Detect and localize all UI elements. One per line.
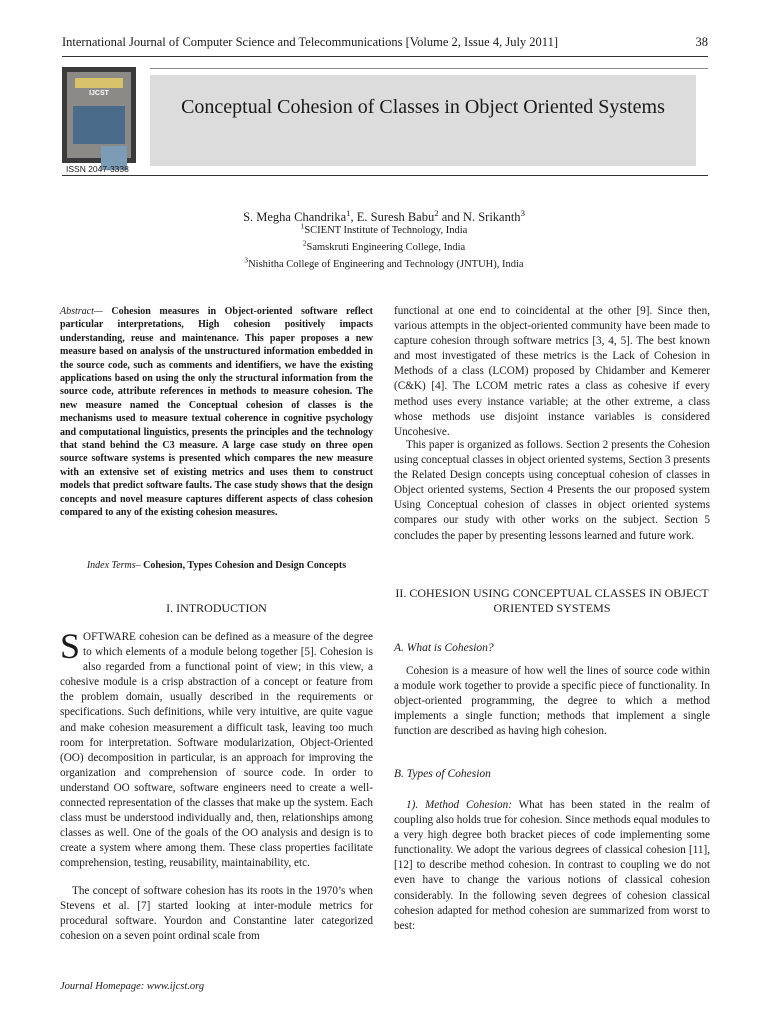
- affiliation-2-mark: 2: [302, 238, 307, 248]
- affiliation-3: [60, 255, 708, 271]
- footer: [60, 981, 204, 992]
- header-rule: [62, 56, 708, 57]
- author-3-mark: 3: [520, 207, 525, 218]
- cover-logo: IJCST: [89, 90, 109, 97]
- affiliation-3-text: Nishitha College of Engineering and Technology (JNTUH), India: [248, 259, 524, 270]
- journal-cover-image: [62, 67, 136, 163]
- paper-title: Conceptual Cohesion of Classes in Object Oriented Systems: [181, 96, 665, 118]
- affiliation-2-text: Samskruti Engineering College, India: [306, 242, 466, 253]
- subsection-types-of-cohesion: B. Types of Cohesion: [394, 768, 491, 780]
- affiliation-3-mark: 3: [244, 255, 249, 265]
- affiliation-1: [60, 221, 708, 237]
- intro-paragraph-2: The concept of software cohesion has its roots in the 1970’s when Stevens et al. [7] started looking at inter-module metrics for procedural software. Yourdon and Constantine later categorized cohesion on a seven point ordinal scale from: [60, 885, 373, 943]
- cover-photo: [73, 106, 125, 144]
- paragraph-method-cohesion: [394, 798, 710, 934]
- abstract-text: Cohesion measures in Object-oriented software reflect particular interpretations, High cohesion positively impacts understanding, reuse and maintenance. This paper proposes a new measure based on analysis of the unstructured information embedded in the source code, such as comments and identifiers, we have the existing applications based on using the only the structural information from the source code, attribute references in methods to measure cohesion. The new measure named the Conceptual cohesion of classes is the mechanisms used to measure textual coherence in cognitive psychology and computational linguistics, presents the principles and the technology that stand behind the C3 measure. A large case study on three open source software systems is presented which compares the new measure with an extensive set of existing metrics and uses them to construct models that predict software faults. The case study shows that the design concepts and novel measure captures different aspects of class cohesion compared to any of the existing cohesion measures.: [60, 306, 373, 519]
- section-heading-cohesion: II. COHESION USING CONCEPTUAL CLASSES IN OBJECT ORIENTED SYSTEMS: [395, 586, 709, 615]
- title-banner: [150, 75, 696, 166]
- method-cohesion-text: What has been stated in the realm of coupling also holds true for cohesion. Since methods equal modules to a very high degree both bracket pieces of code implementing some functionality. We adopt the various degrees of classical cohesion [11], [12] to describe method cohesion. In contrast to coupling we do not even have to change the various notions of classical cohesion considerably. In the following seven degrees of cohesion classical cohesion adapted for method cohesion are summarized from worst to best:: [394, 799, 711, 932]
- affiliation-1-mark: 1: [300, 221, 305, 231]
- paragraph-cohesion-definition: Cohesion is a measure of how well the lines of source code within a module work together to provide a specific piece of functionality. In object-oriented programming, the degree to which a method implements a single function; methods that implement a single function are described as having high cohesion.: [394, 665, 710, 738]
- running-header: [62, 34, 708, 50]
- author-list: [60, 209, 708, 225]
- author-1: S. Megha Chandrika: [243, 210, 347, 224]
- affiliation-1-text: SCIENT Institute of Technology, India: [304, 225, 468, 236]
- author-3: N. Srikanth: [462, 210, 521, 224]
- abstract: [60, 305, 373, 520]
- journal-homepage-link[interactable]: www.ijcst.org: [146, 981, 205, 992]
- intro-paragraph-1-text: OFTWARE cohesion can be defined as a measure of the degree to which elements of a module belong together [5]. Cohesion is also regarded from a functional point of view; in this view, a cohesive module is a crisp abstraction of a concept or feature from the problem domain, usually described in the requirements or specifications. Such definitions, while very intuitive, are quite vague and make cohesion measurement a difficult task, leaving too much room for interpretation. Software modularization, Object-Oriented (OO) decomposition in particular, is an approach for improving the organization and comprehension of source code. In order to understand OO software, software engineers need to create a well-connected representation of the classes that make up the system. Each class must be understood individually and, then, relationships among classes as well. One of the goals of the OO analysis and design is to create a system where among them. These class properties facilitate comprehension, testing, reusability, maintainability, etc.: [60, 631, 373, 870]
- banner-top-rule: [150, 68, 708, 69]
- right-paragraph-organization: This paper is organized as follows. Section 2 presents the Cohesion using conceptual classes in object oriented systems, Section 3 presents the Related Design concepts using conceptual cohesion of classes in Object oriented systems, Section 4 Presents the our proposed system Using Conceptual cohesion of classes in object oriented systems compares our study with other works on the subject. Section 5 concludes the paper by presenting lessons learned and future work.: [394, 439, 710, 542]
- method-cohesion-label: 1). Method Cohesion:: [406, 799, 512, 811]
- author-separator-1: ,: [350, 210, 357, 224]
- cover-band: [75, 78, 123, 88]
- right-paragraph-continued: functional at one end to coincidental at the other [9]. Since then, various attempts in the object-oriented community have been made to capture cohesion through software metrics [3, 4, 5]. The best known and most investigated of these metrics is the Lack of Cohesion in Methods of a class (LCOM) proposed by Chidamber and Kemerer (C&K) [4]. The LCOM metric rates a class as cohesive if every method uses every instance variable; at the other extreme, a class whose methods use disjoint instance variables is considered Uncohesive.: [394, 305, 710, 438]
- author-separator-2: and: [438, 210, 463, 224]
- page-number: 38: [695, 35, 708, 49]
- index-terms-label: Index Terms–: [86, 560, 141, 571]
- author-1-mark: 1: [346, 207, 351, 218]
- journal-citation: International Journal of Computer Science and Telecommunications [Volume 2, Issue 4, July 2011]: [62, 35, 559, 49]
- index-terms: [60, 558, 373, 573]
- subsection-what-is-cohesion: A. What is Cohesion?: [394, 642, 494, 654]
- index-terms-text: Cohesion, Types Cohesion and Design Concepts: [140, 560, 347, 571]
- banner-bottom-rule: [62, 175, 708, 176]
- affiliation-2: [60, 238, 708, 254]
- author-2: E. Suresh Babu: [356, 210, 435, 224]
- issn-label: ISSN 2047-3338: [66, 164, 129, 174]
- abstract-label: Abstract—: [60, 306, 103, 317]
- section-heading-introduction: I. INTRODUCTION: [166, 601, 267, 615]
- footer-label: Journal Homepage:: [60, 981, 147, 992]
- author-2-mark: 2: [434, 207, 439, 218]
- cover-panel: [67, 72, 131, 158]
- drop-cap: S: [60, 626, 81, 666]
- intro-paragraph-1: [60, 626, 373, 872]
